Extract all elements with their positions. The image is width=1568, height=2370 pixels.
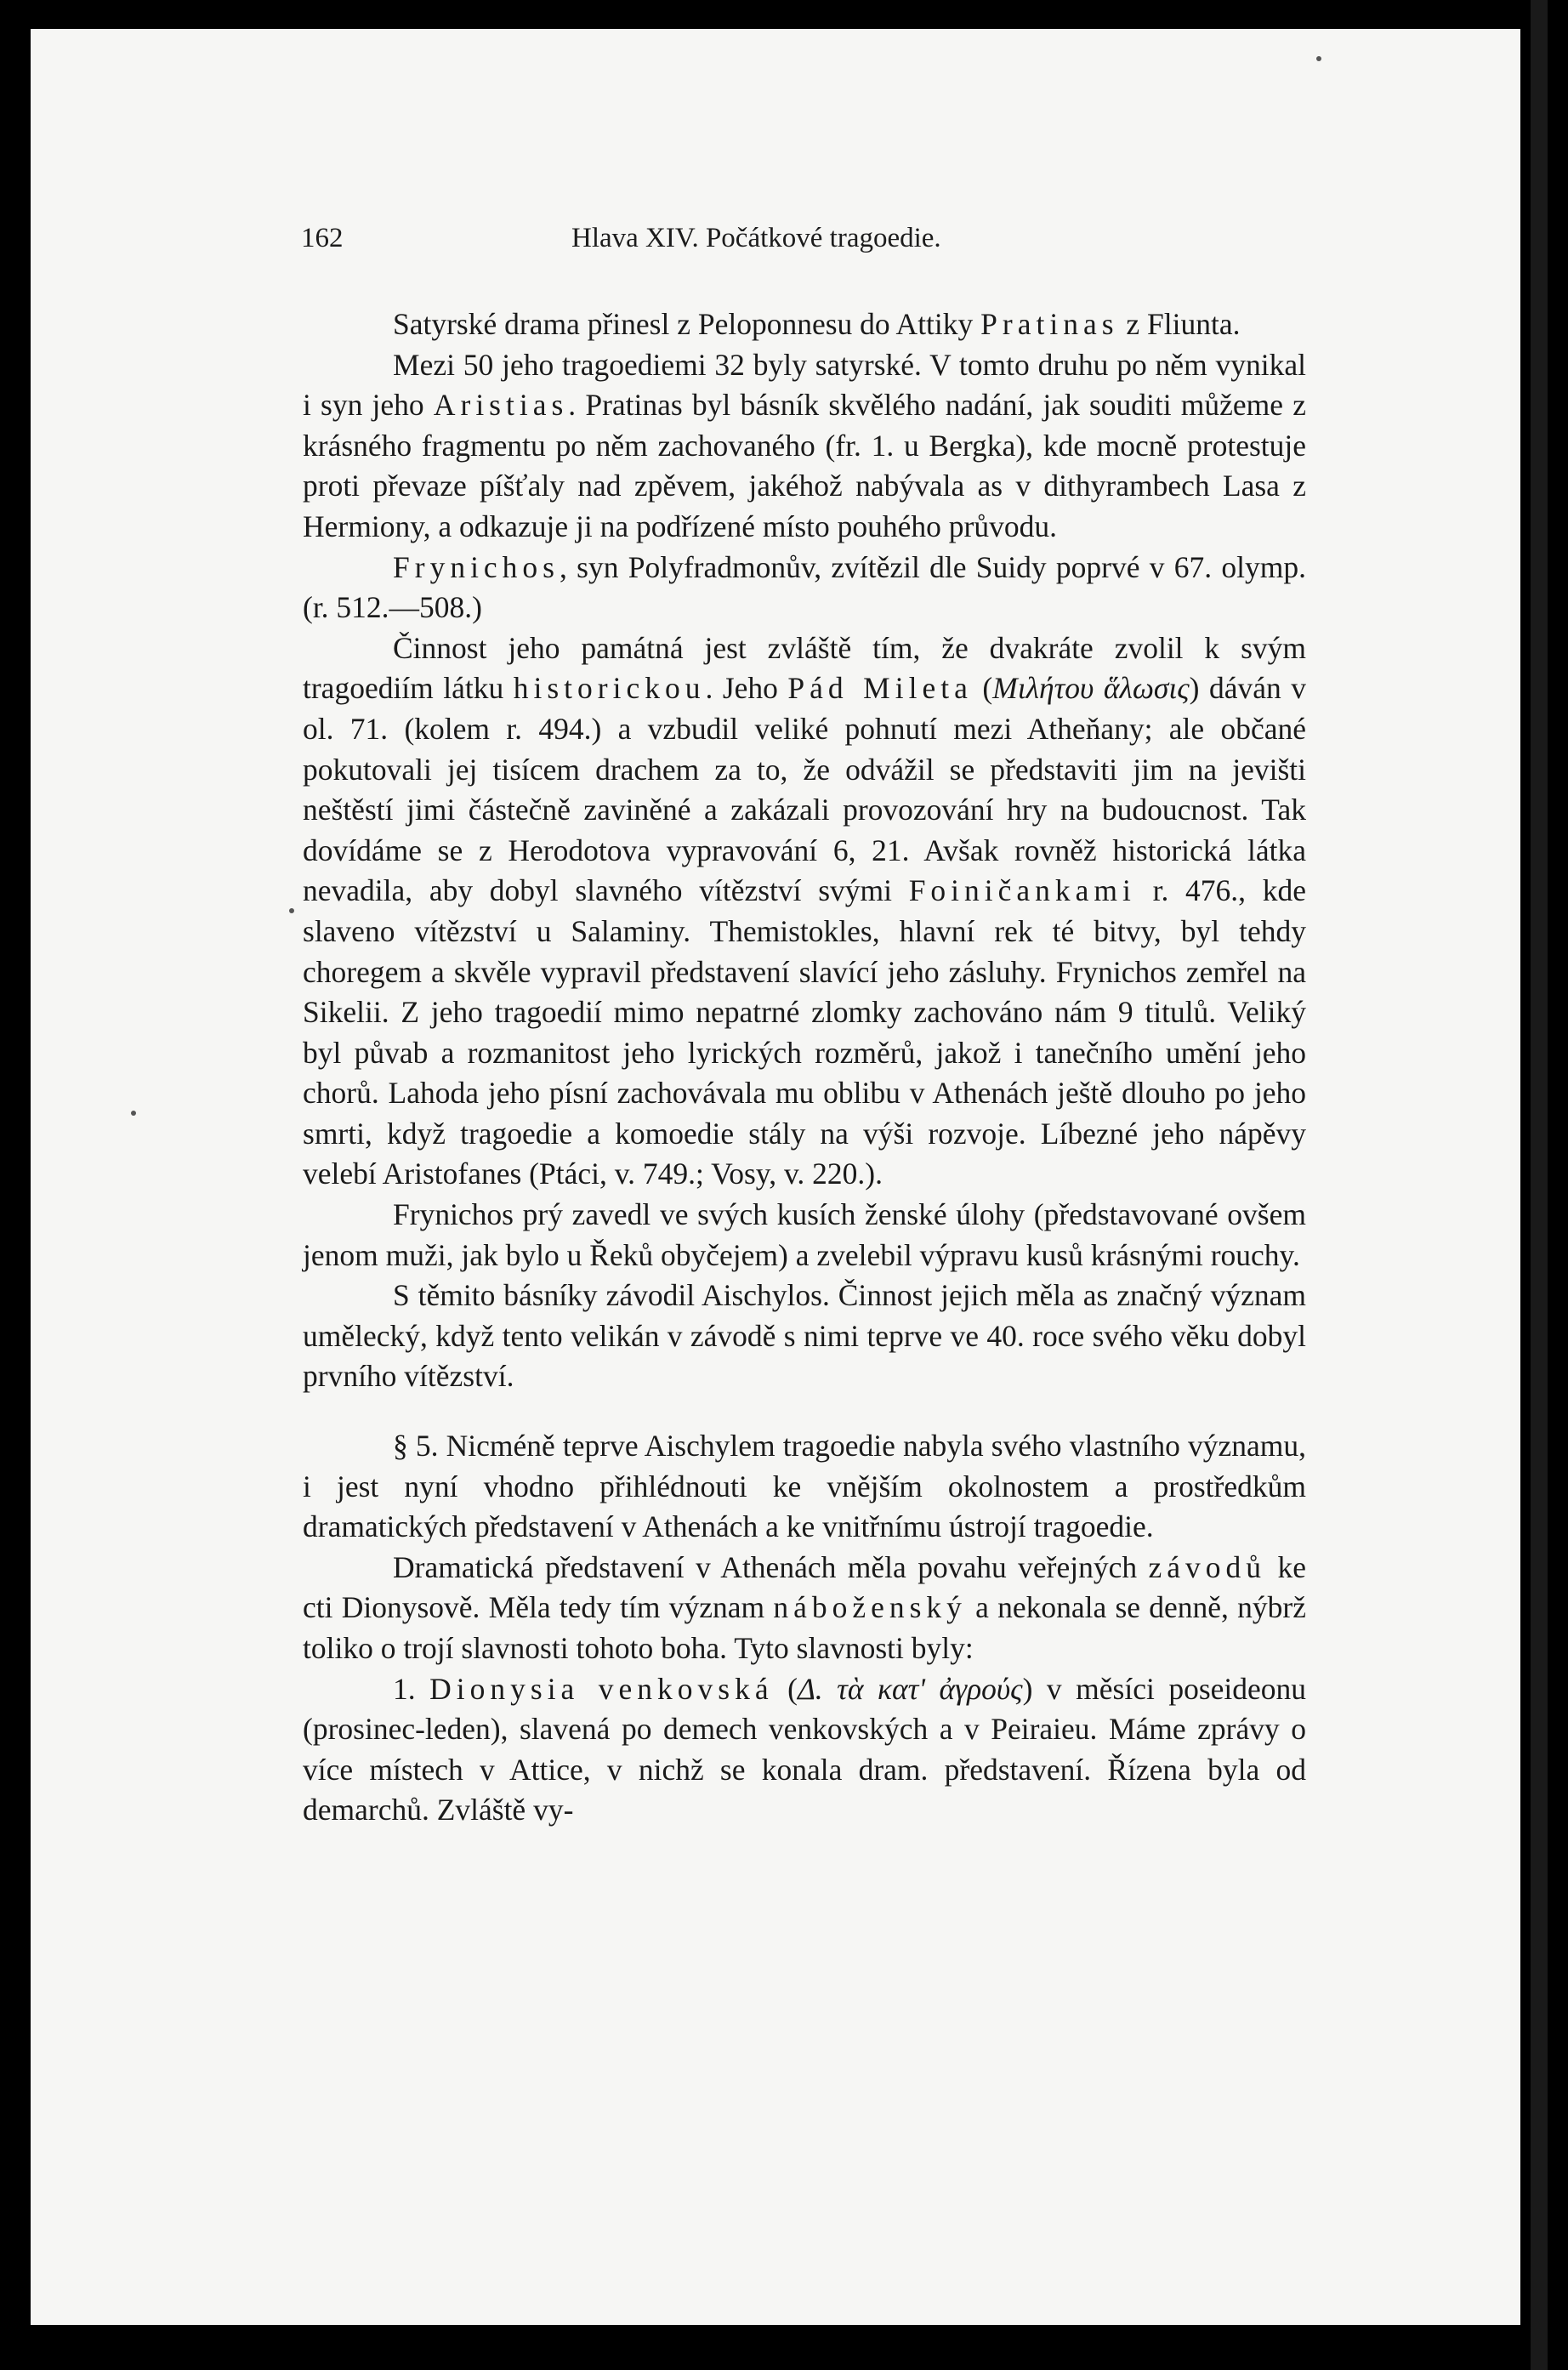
text-run: Činnost jeho památná jest zvláště tím, že dvakráte zvolil k svým tragoediím látku [303, 630, 1306, 706]
text-run: Dramatická představení v Athenách měla povahu veřejných [393, 1549, 1149, 1584]
text-run: ( [773, 1671, 798, 1706]
scan-speck [131, 1111, 136, 1116]
scan-speck [1316, 56, 1321, 61]
text-run: ) v měsíci poseideonu (prosinec-leden), slavená po demech venkovských a v Peiraieu. Máme zprávy o více místech v Attice, v nichž se konala dram. představení. Řízena byla od demarchů. Zvláště vy- [303, 1671, 1307, 1827]
spaced-term: historickou [513, 671, 706, 706]
text-run: ) dáván v ol. 71. (kolem r. 494.) a vzbudil veliké pohnutí mezi Atheňany; ale občané pokutovali jej tisícem drachem za to, že odvážil se představiti jim na jevišti neštěstí jimi částečně zaviněné a zakázali provozování hry na budoucnost. Tak dovídáme se z Herodotova vypravování 6, 21. Avšak rovněž historická látka nevadila, aby dobyl slavného vítězství svými [303, 671, 1306, 908]
text-run: ke cti Dionysově. Měla tedy tím význam [303, 1549, 1306, 1625]
paragraph-6: S těmito básníky závodil Aischylos. Činnost jejich měla as značný význam umělecký, když tento velikán v závodě s nimi teprve ve 40. roce svého věku dobyl prvního vítězství. [303, 1278, 1306, 1394]
text-run: a nekonala se denně, nýbrž toliko o trojí slavnosti tohoto boha. Tyto slavnosti byly: [303, 1590, 1306, 1665]
scan-speck [289, 908, 294, 913]
paragraph-4 [303, 628, 1306, 1195]
text-run: ( [972, 671, 993, 706]
paragraph-9 [303, 1669, 1306, 1831]
paragraph-section-5: § 5. Nicméně teprve Aischylem tragoedie nabyla svého vlastního významu, i jest nyní vhodno přihlédnouti ke vnějším okolnostem a prostředkům dramatických představení v Athenách a ke vnitřnímu ústrojí tragoedie. [303, 1429, 1306, 1544]
page-number: 162 [301, 223, 344, 253]
text-run: . Jeho [705, 671, 788, 706]
paragraph-3 [303, 548, 1306, 628]
spaced-name: Aristias [433, 388, 569, 423]
spaced-name: Frynichos [393, 549, 560, 584]
body-text [303, 304, 1306, 1831]
text-run: , syn Polyfradmonův, zvítězil dle Suidy poprvé v 67. olymp. (r. 512.—508.) [303, 549, 1306, 625]
spaced-term: závodů [1148, 1549, 1267, 1584]
paragraph-1 [303, 304, 1306, 345]
paragraph-2 [303, 345, 1306, 548]
text-run: r. 476., kde slaveno vítězství u Salaminy. Themistokles, hlavní rek té bitvy, byl tehdy choregem a skvěle vypravil představení slavící jeho zásluhy. Frynichos zemřel na Sikelii. Z jeho tragoedií mimo nepatrné zlomky zachováno nám 9 titulů. Veliký byl půvab a rozmanitost jeho lyrických rozměrů, jakož i tanečního umění jeho chorů. Lahoda jeho písní zachovávala mu oblibu v Athenách ještě dlouho po jeho smrti, když tragoedie a komoedie stály na výši rozvoje. Líbezné jeho nápěvy velebí Aristofanes (Ptáci, v. 749.; Vosy, v. 220.). [303, 873, 1306, 1191]
paragraph-5: Frynichos prý zavedl ve svých kusích ženské úlohy (představované ovšem jenom muži, jak bylo u Řeků obyčejem) a zvelebil výpravu kusů krásnými rouchy. [303, 1197, 1306, 1272]
spaced-title: Pád Mileta [787, 671, 973, 706]
scan-edge [1531, 0, 1548, 2370]
running-header [301, 223, 1313, 257]
paragraph-8 [303, 1548, 1306, 1669]
text-run: z Fliunta. [1118, 307, 1241, 341]
greek-title: Μιλήτου ἅλωσις [992, 671, 1190, 706]
text-run: . Pratinas byl básník skvělého nadání, jak souditi můžeme z krásného fragmentu po něm zachovaného (fr. 1. u Bergka), kde mocně protestuje proti převaze píšťaly nad zpěvem, jakéhož nabývala as v dithyrambech Lasa z Hermiony, a odkazuje ji na podřízené místo pouhého průvodu. [303, 388, 1306, 543]
greek-term: Δ. τὰ κατ' ἀγρούς [797, 1671, 1023, 1706]
spaced-term: Dionysia venkovská [429, 1671, 774, 1706]
spaced-title: Foiničankami [908, 873, 1136, 908]
text-run: 1. [393, 1671, 430, 1706]
spaced-name: Pratinas [980, 307, 1119, 341]
text-run: Satyrské drama přinesl z Peloponnesu do Attiky [393, 307, 981, 341]
spaced-term: náboženský [773, 1590, 967, 1625]
chapter-title: Hlava XIV. Počátkové tragoedie. [571, 223, 941, 253]
text-run: Mezi 50 jeho tragoediemi 32 byly satyrské. V tomto druhu po něm vynikal i syn jeho [303, 347, 1306, 423]
